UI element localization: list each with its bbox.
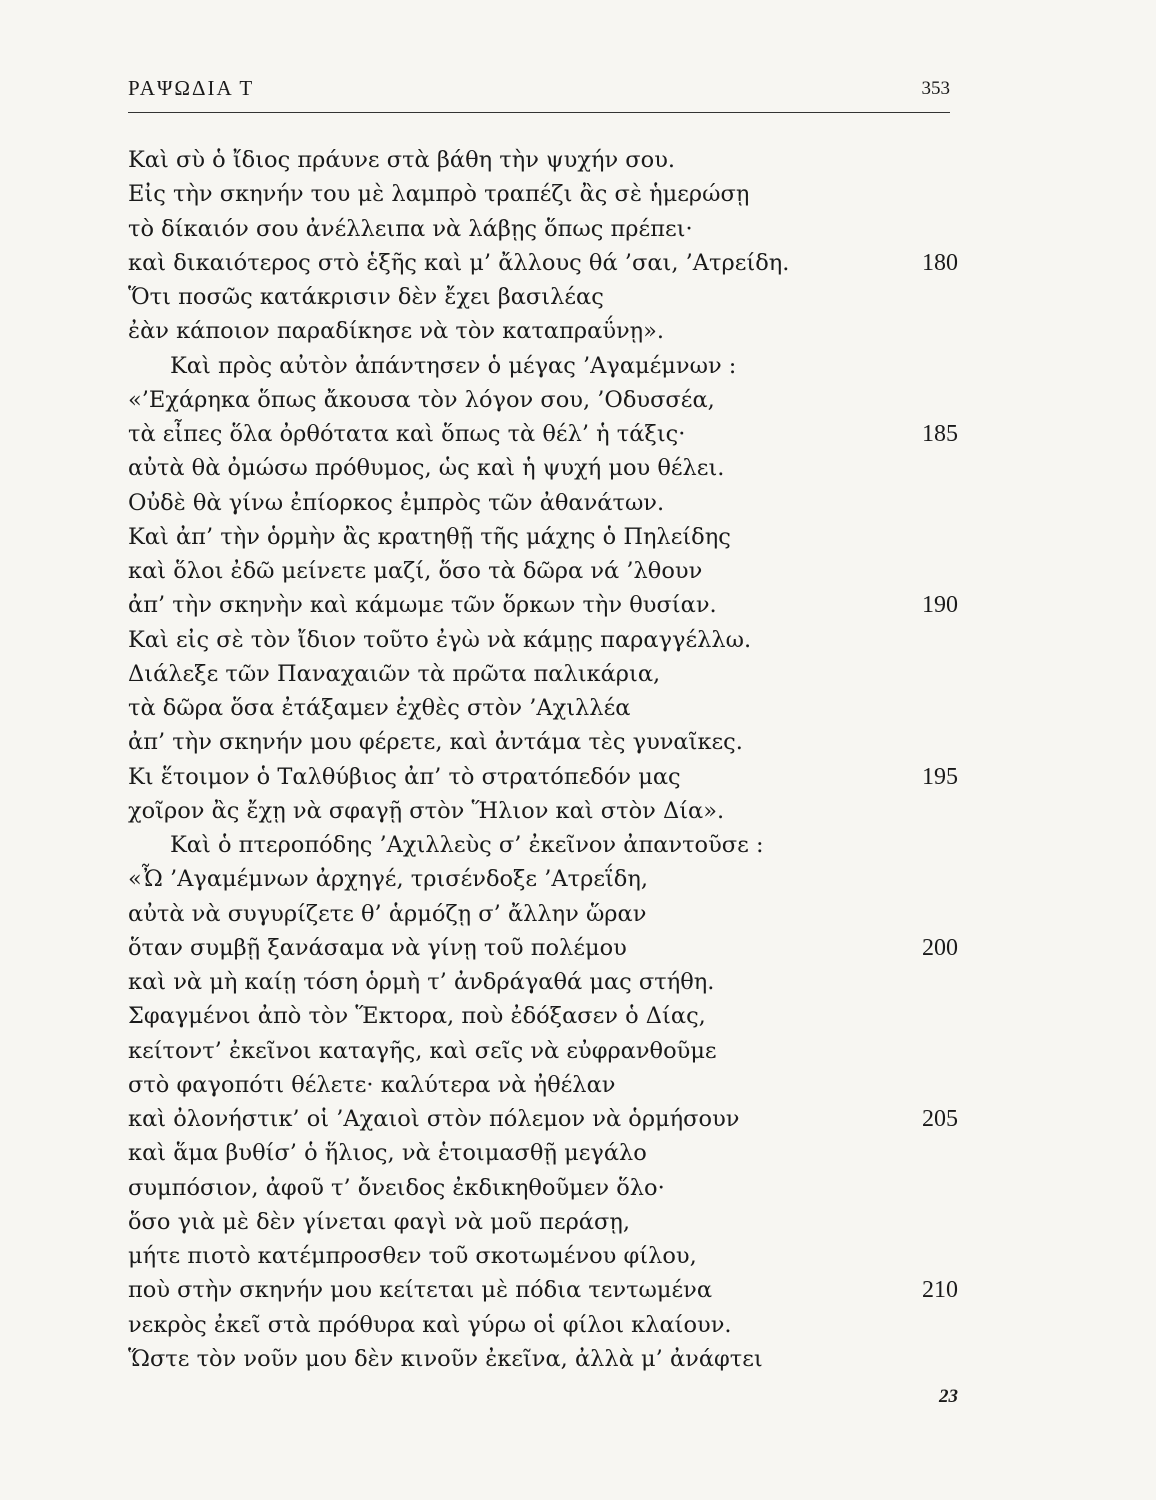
verse-text: καὶ νὰ μὴ καίῃ τόση ὁρμὴ τ’ ἀνδράγαθά μας στήθη. [128, 969, 715, 995]
verse-line [128, 725, 958, 759]
verse-line [128, 486, 958, 520]
verse-line [128, 897, 958, 931]
verse-text: συμπόσιον, ἀφοῦ τ’ ὄνειδος ἐκδικηθοῦμεν ὅλο· [128, 1174, 665, 1201]
verse-line [128, 862, 958, 896]
verse-text: Οὐδὲ θὰ γίνω ἐπίορκος ἐμπρὸς τῶν ἀθανάτων. [128, 489, 665, 516]
verse-text: Καὶ πρὸς αὐτὸν ἀπάντησεν ὁ μέγας ’Αγαμέμνων : [170, 352, 737, 379]
page-number: 353 [921, 78, 950, 99]
verse-line [128, 931, 958, 965]
verse-text: καὶ δικαιότερος στὸ ἑξῆς καὶ μ’ ἄλλους θά ’σαι, ’Ατρείδη. [128, 249, 790, 276]
verse-text: Καὶ εἰς σὲ τὸν ἴδιον τοῦτο ἐγὼ νὰ κάμῃς παραγγέλλω. [128, 626, 752, 653]
verse-text: Καὶ ὁ πτεροπόδης ’Αχιλλεὺς σ’ ἐκεῖνον ἀπαντοῦσε : [170, 832, 764, 858]
line-number: 205 [922, 1106, 958, 1132]
line-number: 190 [922, 592, 958, 619]
verse-text: Διάλεξε τῶν Παναχαιῶν τὰ πρῶτα παλικάρια, [128, 660, 661, 687]
verse-text: τὸ δίκαιόν σου ἀνέλλειπα νὰ λάβῃς ὅπως πρέπει· [128, 215, 693, 242]
verse-block [128, 143, 958, 1376]
verse-text: ὅταν συμβῇ ξανάσαμα νὰ γίνῃ τοῦ πολέμου [128, 934, 627, 961]
verse-line [128, 691, 958, 725]
line-number: 200 [922, 934, 958, 961]
verse-line [128, 177, 958, 211]
verse-text: ἀπ’ τὴν σκηνὴν καὶ κάμωμε τῶν ὅρκων τὴν θυσίαν. [128, 592, 717, 619]
verse-line [128, 417, 958, 451]
verse-text: τὰ δῶρα ὅσα ἐτάξαμεν ἐχθὲς στὸν ’Αχιλλέα [128, 695, 631, 721]
verse-text: ἐὰν κάποιον παραδίκησε νὰ τὸν καταπραΰνῃ». [128, 318, 665, 345]
verse-text: καὶ ὅλοι ἐδῶ μείνετε μαζί, ὅσο τὰ δῶρα νά ’λθουν [128, 558, 703, 584]
verse-text: καὶ ὀλονήστικ’ οἱ ’Αχαιοὶ στὸν πόλεμον νὰ ὁρμήσουν [128, 1106, 740, 1132]
verse-text: νεκρὸς ἐκεῖ στὰ πρόθυρα καὶ γύρω οἱ φίλοι κλαίουν. [128, 1311, 732, 1338]
verse-line [128, 794, 958, 828]
line-number: 185 [922, 421, 958, 447]
verse-text: Ὥστε τὸν νοῦν μου δὲν κινοῦν ἐκεῖνα, ἀλλὰ μ’ ἀνάφτει [128, 1345, 763, 1372]
verse-line [128, 383, 958, 417]
line-number: 195 [922, 763, 958, 790]
verse-line [128, 623, 958, 657]
verse-line [128, 1342, 958, 1376]
verse-line [128, 349, 958, 383]
verse-line [128, 1034, 958, 1068]
verse-line [128, 1273, 958, 1307]
verse-text: «Ὦ ’Αγαμέμνων ἀρχηγέ, τρισένδοξε ’Ατρεΐδη, [128, 866, 648, 893]
verse-text: τὰ εἶπες ὅλα ὀρθότατα καὶ ὅπως τὰ θέλ’ ἡ τάξις· [128, 421, 686, 447]
verse-text: κείτοντ’ ἐκεῖνοι καταγῆς, καὶ σεῖς νὰ εὐφρανθοῦμε [128, 1037, 717, 1064]
verse-line [128, 999, 958, 1033]
verse-text: ποὺ στὴν σκηνήν μου κείτεται μὲ πόδια τεντωμένα [128, 1277, 713, 1304]
verse-line [128, 1102, 958, 1136]
running-header [128, 76, 950, 106]
verse-text: στὸ φαγοπότι θέλετε· καλύτερα νὰ ἠθέλαν [128, 1071, 616, 1098]
verse-line [128, 246, 958, 280]
verse-line [128, 760, 958, 794]
verse-line [128, 280, 958, 314]
verse-line [128, 588, 958, 622]
verse-line [128, 554, 958, 588]
verse-line [128, 1205, 958, 1239]
verse-text: χοῖρον ἂς ἔχῃ νὰ σφαγῇ στὸν Ἥλιον καὶ στὸν Δία». [128, 797, 725, 824]
verse-text: Καὶ ἀπ’ τὴν ὁρμὴν ἂς κρατηθῇ τῆς μάχης ὁ Πηλείδης [128, 523, 731, 550]
verse-text: Εἰς τὴν σκηνήν του μὲ λαμπρὸ τραπέζι ἂς σὲ ἡμερώσῃ [128, 181, 750, 208]
verse-line [128, 1136, 958, 1170]
verse-text: «’Εχάρηκα ὅπως ἄκουσα τὸν λόγον σου, ’Οδυσσέα, [128, 386, 715, 413]
verse-text: ἀπ’ τὴν σκηνήν μου φέρετε, καὶ ἀντάμα τὲς γυναῖκες. [128, 729, 743, 756]
verse-text: Καὶ σὺ ὁ ἴδιος πράυνε στὰ βάθη τὴν ψυχήν σου. [128, 147, 676, 173]
verse-text: Σφαγμένοι ἀπὸ τὸν Ἕκτορα, ποὺ ἐδόξασεν ὁ Δίας, [128, 1003, 706, 1030]
verse-line [128, 1171, 958, 1205]
line-number: 210 [922, 1277, 958, 1304]
verse-line [128, 143, 958, 177]
verse-line [128, 657, 958, 691]
verse-text: ὅσο γιὰ μὲ δὲν γίνεται φαγὶ νὰ μοῦ περάσῃ, [128, 1208, 630, 1235]
verse-text: καὶ ἅμα βυθίσ’ ὁ ἥλιος, νὰ ἑτοιμασθῇ μεγάλο [128, 1140, 647, 1167]
verse-text: αὐτὰ νὰ συγυρίζετε θ’ ἁρμόζῃ σ’ ἄλλην ὥραν [128, 900, 647, 927]
verse-text: Ὅτι ποσῶς κατάκρισιν δὲν ἔχει βασιλέας [128, 284, 604, 310]
verse-line [128, 1308, 958, 1342]
verse-text: αὐτὰ θὰ ὀμώσω πρόθυμος, ὡς καὶ ἡ ψυχή μου θέλει. [128, 455, 725, 482]
verse-line [128, 965, 958, 999]
header-rule [128, 112, 950, 113]
signature-mark: 23 [939, 1386, 958, 1407]
verse-text: μήτε πιοτὸ κατέμπροσθεν τοῦ σκοτωμένου φίλου, [128, 1243, 697, 1269]
verse-line [128, 828, 958, 862]
verse-line [128, 314, 958, 348]
running-title: ΡΑΨΩΔΙΑ Τ [128, 76, 255, 100]
verse-line [128, 451, 958, 485]
verse-line [128, 520, 958, 554]
verse-text: Κι ἕτοιμον ὁ Ταλθύβιος ἀπ’ τὸ στρατόπεδόν μας [128, 763, 681, 790]
line-number: 180 [922, 249, 958, 276]
verse-line [128, 1239, 958, 1273]
verse-line [128, 1068, 958, 1102]
verse-line [128, 212, 958, 246]
